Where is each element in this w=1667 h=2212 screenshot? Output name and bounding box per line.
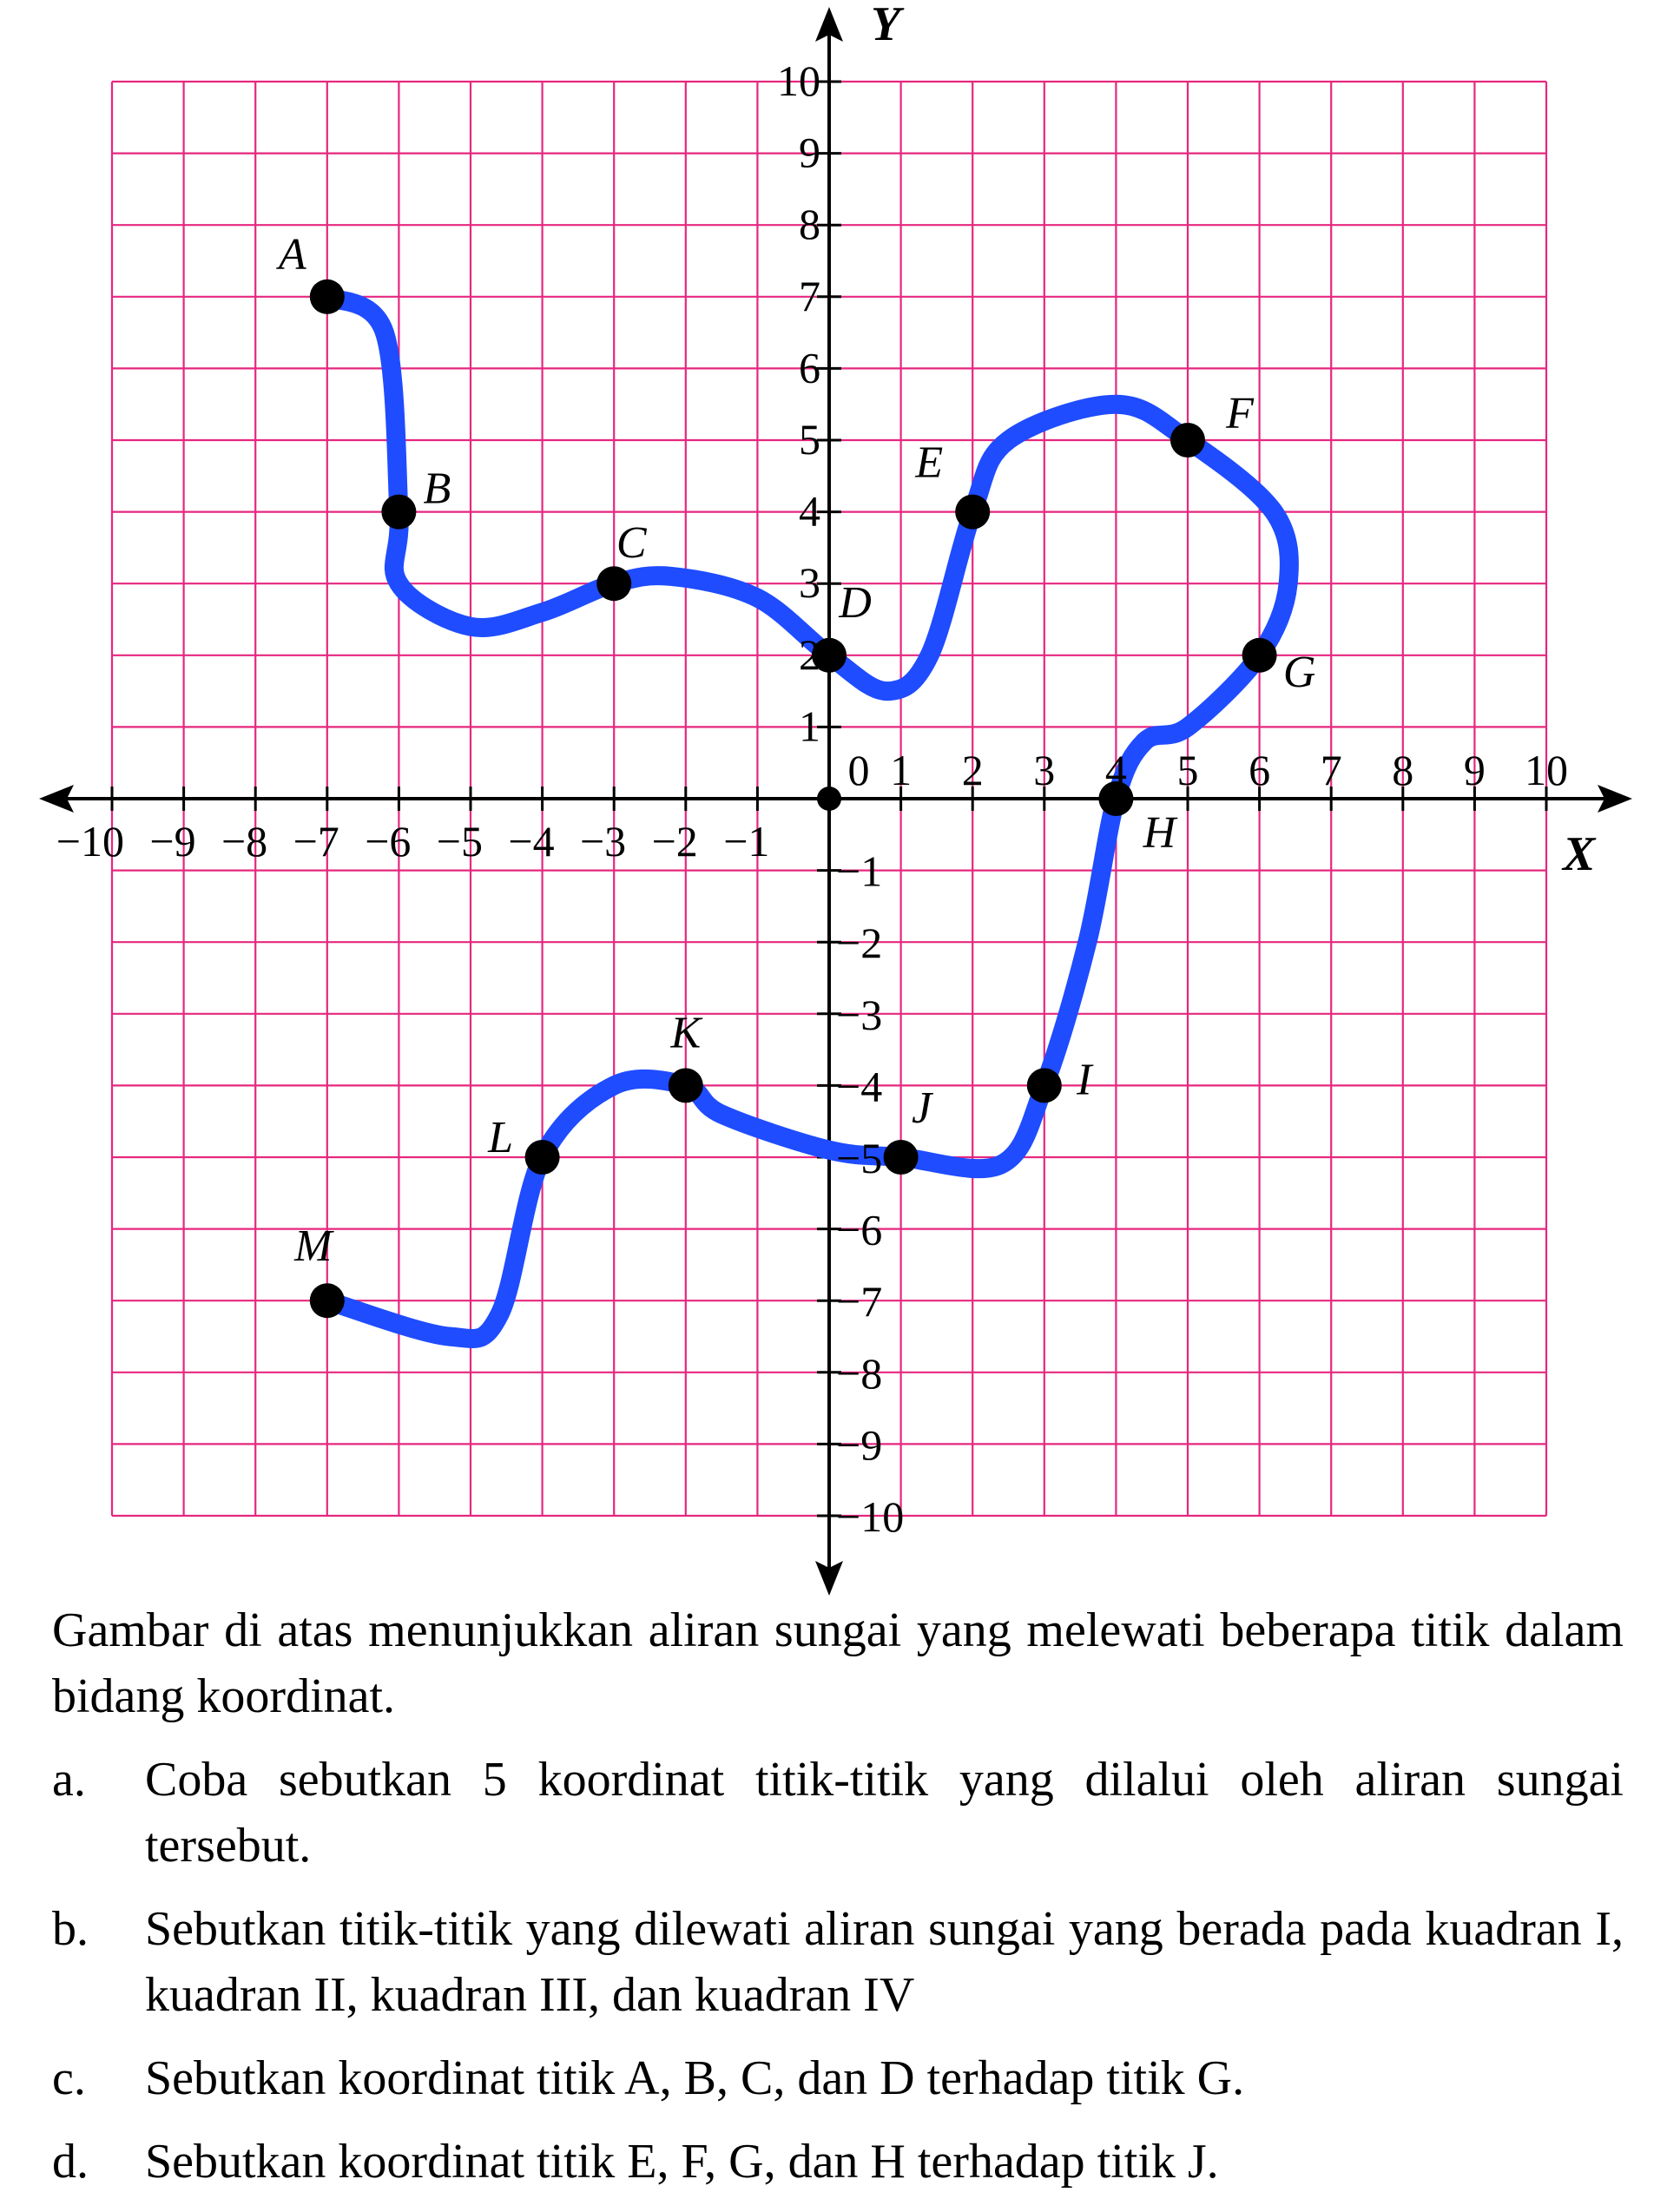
point-e <box>955 495 990 530</box>
y-tick-label: −6 <box>836 1205 883 1254</box>
point-j <box>884 1140 919 1175</box>
y-tick-label: 9 <box>799 128 820 177</box>
x-tick-label: 7 <box>1320 746 1342 794</box>
point-label-b: B <box>423 464 451 514</box>
point-label-h: H <box>1143 808 1176 858</box>
point-m <box>310 1283 345 1318</box>
x-tick-label: 1 <box>890 746 913 794</box>
point-g <box>1242 638 1277 673</box>
y-tick-label: −9 <box>836 1420 883 1470</box>
question-d-mark: d. <box>52 2135 89 2189</box>
x-tick-label: 4 <box>1104 746 1127 794</box>
point-label-m: M <box>294 1221 333 1272</box>
x-tick-label: −8 <box>221 817 268 866</box>
y-tick-label: −1 <box>836 846 883 896</box>
point-label-a: A <box>278 229 306 280</box>
x-tick-label: 6 <box>1249 746 1271 794</box>
question-b-text: Sebutkan titik-titik yang dilewati aliran sungai yang berada pada kuadran I, kuadran II, kuadran III, dan kuadran IV <box>145 1902 1624 2022</box>
x-tick-label: −2 <box>651 817 698 866</box>
x-tick-label: 2 <box>961 746 984 794</box>
y-tick-label: −3 <box>836 990 883 1039</box>
y-tick-label: 2 <box>799 629 820 679</box>
x-tick-label: 3 <box>1033 746 1056 794</box>
y-tick-label: −5 <box>836 1134 883 1182</box>
y-tick-label: −2 <box>836 918 883 968</box>
y-tick-label: −8 <box>836 1348 883 1398</box>
x-tick-label: 9 <box>1463 746 1486 794</box>
question-b <box>52 1896 1624 2028</box>
point-label-l: L <box>488 1113 514 1162</box>
x-axis-name: X <box>1563 827 1596 881</box>
y-tick-label: 8 <box>799 200 820 249</box>
x-tick-label: −6 <box>365 817 412 866</box>
point-label-j: J <box>912 1083 932 1133</box>
origin-dot <box>817 787 841 811</box>
point-a <box>310 280 345 314</box>
question-c-text: Sebutkan koordinat titik A, B, C, dan D terhadap titik G. <box>145 2051 1245 2105</box>
intro-paragraph: Gambar di atas menunjukkan aliran sungai yang melewati beberapa titik dalam bidang koordinat. <box>52 1603 1624 1723</box>
question-d-text: Sebutkan koordinat titik E, F, G, dan H terhadap titik J. <box>145 2135 1219 2189</box>
question-d <box>52 2129 1624 2195</box>
point-c <box>596 566 631 601</box>
question-a <box>52 1747 1624 1879</box>
point-label-g: G <box>1282 647 1316 697</box>
labels <box>56 0 1597 1541</box>
point-i <box>1027 1068 1062 1103</box>
x-tick-label: −5 <box>436 817 483 866</box>
x-tick-label: −1 <box>723 817 770 866</box>
x-tick-label: −4 <box>508 817 555 866</box>
y-tick-label: 5 <box>799 415 820 464</box>
question-c-mark: c. <box>52 2051 86 2105</box>
y-tick-label: 6 <box>799 343 820 392</box>
question-c <box>52 2045 1624 2111</box>
point-label-i: I <box>1077 1055 1092 1105</box>
x-tick-label: 10 <box>1525 746 1568 794</box>
y-tick-label: 4 <box>799 486 820 536</box>
point-label-c: C <box>616 518 647 569</box>
x-tick-label: −3 <box>579 817 627 866</box>
y-tick-label: −4 <box>836 1062 883 1111</box>
y-tick-label: 3 <box>799 558 820 608</box>
y-tick-label: 7 <box>799 271 820 320</box>
y-tick-label: 10 <box>777 56 820 105</box>
question-a-mark: a. <box>52 1753 86 1807</box>
x-tick-label: −9 <box>149 817 196 866</box>
point-l <box>525 1140 560 1175</box>
y-tick-label: −10 <box>836 1492 905 1541</box>
y-tick-label: −7 <box>836 1277 883 1327</box>
question-b-mark: b. <box>52 1902 89 1956</box>
point-b <box>381 495 416 530</box>
point-k <box>669 1068 703 1103</box>
question-a-text: Coba sebutkan 5 koordinat titik-titik yang dilalui oleh aliran sungai tersebut. <box>145 1753 1624 1873</box>
x-tick-label: 5 <box>1176 746 1199 794</box>
y-tick-label: 1 <box>799 701 820 751</box>
y-axis-name: Y <box>871 0 901 51</box>
x-tick-label: −7 <box>293 817 339 866</box>
x-tick-label: 8 <box>1392 746 1414 794</box>
x-tick-label: 0 <box>847 746 870 794</box>
question-text <box>52 1597 1624 2212</box>
x-tick-label: −10 <box>56 817 124 866</box>
point-label-k: K <box>670 1008 702 1058</box>
point-label-e: E <box>915 438 944 488</box>
point-label-f: F <box>1226 389 1254 438</box>
point-f <box>1170 423 1205 458</box>
point-label-d: D <box>839 577 872 628</box>
